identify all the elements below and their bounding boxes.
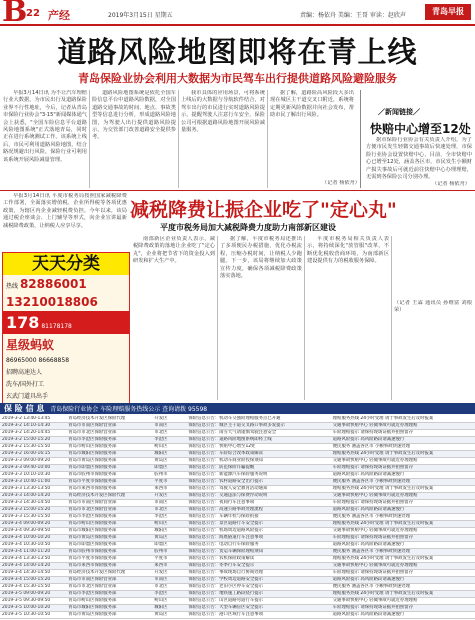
table-row xyxy=(0,542,475,549)
table-cell: 青岛市市南区保险营业部 xyxy=(66,500,152,507)
table-cell: 青岛市胶州市保险服务部 xyxy=(66,549,152,556)
table-row xyxy=(0,591,475,598)
table-cell: 保险信息公告：地铁施工路段绕行提示 xyxy=(186,591,330,598)
table-cell: 市南区 xyxy=(152,500,186,507)
table-cell: 道路风险提示 高风险路段请减速慢行 xyxy=(331,612,475,619)
sidebar-divider xyxy=(360,90,361,188)
table-cell: 莱西市 xyxy=(152,486,186,493)
table-cell: 道路风险提示 高风险路段请减速慢行 xyxy=(331,472,475,479)
table-cell: 2019-3-4 10:30-10:50 xyxy=(0,542,66,549)
table-cell: 2019-3-4 09:30-09:50 xyxy=(0,528,66,535)
ad-brand: 天天分类 xyxy=(3,253,129,275)
ad-phone-4: 86965000 xyxy=(6,357,37,364)
table-cell: 青岛市城阳区保险服务部 xyxy=(66,605,152,612)
table-row xyxy=(0,577,475,584)
table-cell: 保险信息公告：学校周边道路安全提示 xyxy=(186,577,330,584)
table-cell: 青岛市市南区保险营业部 xyxy=(66,423,152,430)
table-cell: 青岛市崂山区保险服务部 xyxy=(66,444,152,451)
table-cell: 青岛市平度市保险服务部 xyxy=(66,479,152,486)
table-cell: 青岛市市北区保险营业部 xyxy=(66,584,152,591)
table-cell: 开发区 xyxy=(152,570,186,577)
table-row xyxy=(0,444,475,451)
table-row xyxy=(0,458,475,465)
table-cell: 保险信息公告：道路风险地图系统即将上线 xyxy=(186,437,330,444)
table-cell: 青岛市黄岛区保险服务部 xyxy=(66,612,152,619)
table-cell: 2019-3-4 15:30-15:50 xyxy=(0,584,66,591)
table-cell: 崂山区 xyxy=(152,444,186,451)
ad-phone-1: 82886001 xyxy=(19,277,87,291)
table-cell: 青岛市即墨区保险服务部 xyxy=(66,542,152,549)
table-cell: 市北区 xyxy=(152,430,186,437)
second-headline: 减税降费让振企业吃了"定心丸" xyxy=(130,199,397,221)
table-cell: 道路风险提示 高风险路段请减速慢行 xyxy=(331,437,475,444)
table-cell: 崂山区 xyxy=(152,598,186,605)
table-row xyxy=(0,430,475,437)
table-cell: 李沧区 xyxy=(152,514,186,521)
table-cell: 2019-3-5 10:30-10:50 xyxy=(0,612,66,619)
table-cell: 市北区 xyxy=(152,584,186,591)
table-row xyxy=(0,500,475,507)
table-cell: 黄岛区 xyxy=(152,458,186,465)
table-cell: 便民服务 涵盖各区市 小额事故快速处理 xyxy=(331,514,475,521)
table-cell: 青岛经济技术开发区保险代理 xyxy=(66,493,152,500)
table-cell: 保险信息公告：夜间行车注意事项 xyxy=(186,500,330,507)
table-cell: 胶州市 xyxy=(152,472,186,479)
table-cell: 2019-3-3 10:40-11:00 xyxy=(0,479,66,486)
table-cell: 道路风险提示 高风险路段请减速慢行 xyxy=(331,507,475,514)
table-cell: 2019-3-4 10:00-10:20 xyxy=(0,535,66,542)
table-cell: 保险信息公告：景区道路行车安全提示 xyxy=(186,521,330,528)
table-cell: 道路风险提示 高风险路段请减速慢行 xyxy=(331,577,475,584)
table-cell: 2019-3-4 11:00-11:20 xyxy=(0,549,66,556)
column-divider xyxy=(391,236,392,400)
table-cell: 2019-3-4 13:30-13:50 xyxy=(0,556,66,563)
table-cell: 李沧区 xyxy=(152,437,186,444)
table-row xyxy=(0,612,475,619)
ad-item-2: 星级蚂蚁 xyxy=(6,338,55,352)
table-cell: 平度市 xyxy=(152,479,186,486)
table-cell: 理赔服务热线 24小时受理 请于事故发生后及时报案 xyxy=(331,416,475,423)
table-cell: 车险理赔提示 请保持现场证据并拍照留存 xyxy=(331,605,475,612)
table-cell: 青岛市黄岛区保险服务部 xyxy=(66,535,152,542)
table-cell: 青岛市胶州市保险服务部 xyxy=(66,472,152,479)
table-cell: 市南区 xyxy=(152,423,186,430)
table-row xyxy=(0,570,475,577)
table-cell: 2019-3-2 15:00-15:20 xyxy=(0,437,66,444)
table-row xyxy=(0,598,475,605)
insurance-info-table xyxy=(0,416,475,619)
table-cell: 青岛市莱西市保险服务部 xyxy=(66,563,152,570)
table-row xyxy=(0,479,475,486)
table-cell: 胶州市 xyxy=(152,549,186,556)
table-cell: 城阳区 xyxy=(152,528,186,535)
table-cell: 青岛市崂山区保险服务部 xyxy=(66,598,152,605)
table-row xyxy=(0,507,475,514)
table-cell: 保险信息公告：雨雪天气请谨慎驾驶注意安全 xyxy=(186,430,330,437)
table-title-bar xyxy=(0,403,475,414)
table-cell: 保险信息公告：机动车交强险理赔服务点已开通 xyxy=(186,416,330,423)
ad-item-5: 玄武门道具出手 xyxy=(6,393,49,400)
table-cell: 青岛市城阳区保险服务部 xyxy=(66,451,152,458)
table-subtitle: 青岛保险行业协会 车险理赔服务热线公示 查询请拨 95598 xyxy=(50,406,208,413)
table-cell: 2019-3-3 15:00-15:20 xyxy=(0,507,66,514)
column-divider xyxy=(304,236,305,400)
sidebar-label: ／新闻链接／ xyxy=(378,108,420,116)
table-cell: 保险信息公告：高速公路事故处理流程 xyxy=(186,507,330,514)
column-divider xyxy=(89,90,90,188)
table-cell: 保险信息公告：老旧小区停车安全提示 xyxy=(186,584,330,591)
table-cell: 2019-3-3 09:00-09:20 xyxy=(0,458,66,465)
table-cell: 保险信息公告：新能源汽车保险服务说明 xyxy=(186,472,330,479)
ad-item-3: 招聘高速达人 xyxy=(6,369,43,376)
table-row xyxy=(0,465,475,472)
ad-item-1: 178 xyxy=(6,313,40,332)
table-cell: 便民服务 涵盖各区市 小额事故快速处理 xyxy=(331,584,475,591)
table-cell: 便民服务 涵盖各区市 小额事故快速处理 xyxy=(331,549,475,556)
sidebar-title: 快赔中心增至12处 xyxy=(370,122,471,136)
table-row xyxy=(0,437,475,444)
table-cell: 青岛市市北区保险营业部 xyxy=(66,430,152,437)
table-cell: 2019-3-4 09:00-09:20 xyxy=(0,521,66,528)
table-cell: 交通事故快赔中心 轻微事故可就近办理理赔 xyxy=(331,563,475,570)
article2-column-1: 早报3月14日讯 平度市税务局按照国家减税降费工作部署，全面落实增值税、企业所得税等各项优惠政策，为辖区内企业减轻税费负担。今年以来，该局通过税企座谈会、上门辅导等形式，向企业宣讲最新减税降费政策，让纳税人应享尽享。 xyxy=(3,193,127,229)
article1-byline: （记者 杨依舟） xyxy=(322,180,360,186)
table-cell: 青岛市市北区保险营业部 xyxy=(66,507,152,514)
table-cell: 保险信息公告：电动自行车保险服务 xyxy=(186,542,330,549)
table-cell: 2019-3-3 09:40-10:00 xyxy=(0,465,66,472)
second-subhead: 平度市税务局加大减税降费力度助力南部新区建设 xyxy=(160,223,336,232)
table-cell: 保险信息公告：山区道路弯道行车提示 xyxy=(186,598,330,605)
table-cell: 保险信息公告：事故现场自行协商处理 xyxy=(186,570,330,577)
table-cell: 车险理赔提示 请保持现场证据并拍照留存 xyxy=(331,430,475,437)
table-cell: 保险信息公告：交通违法与保费浮动说明 xyxy=(186,493,330,500)
table-row xyxy=(0,563,475,570)
table-cell: 2019-3-3 15:30-15:50 xyxy=(0,514,66,521)
table-cell: 青岛市崂山区保险服务部 xyxy=(66,521,152,528)
table-cell: 保险信息公告：机场周边道路风险提示 xyxy=(186,528,330,535)
table-cell: 2019-3-3 14:00-14:20 xyxy=(0,493,66,500)
ad-phone-3: 81178178 xyxy=(41,323,72,330)
table-cell: 保险信息公告：货运车辆保险理赔须知 xyxy=(186,549,330,556)
section-letter: B xyxy=(2,0,28,29)
table-cell: 崂山区 xyxy=(152,521,186,528)
table-row xyxy=(0,605,475,612)
article2-column-2: 南部新区企业负责人表示，减税降费政策的落地让企业吃了"定心丸"，企业将把节省下的资金投入到研发和扩大生产中。 xyxy=(133,236,215,265)
article2-column-3: 据了解，平度市税务局还推出了多项便民办税措施，优化办税流程，压缩办税时间，让纳税人少跑腿。下一步，该局将继续加大政策宣传力度，确保各项减税降费政策落实落地。 xyxy=(220,236,302,280)
table-cell: 理赔服务热线 24小时受理 请于事故发生后及时报案 xyxy=(331,521,475,528)
ad-item-4: 洗车/国外打工 xyxy=(6,381,45,388)
section-divider xyxy=(0,190,475,191)
article2-byline: （记者 王霖 通讯员 孙维富 刘根荣） xyxy=(394,300,472,314)
column-divider xyxy=(217,236,218,400)
table-cell: 保险信息公告：防范保险诈骗提醒 xyxy=(186,465,330,472)
table-cell: 李沧区 xyxy=(152,591,186,598)
table-cell: 青岛市市南区保险营业部 xyxy=(66,577,152,584)
table-cell: 青岛市平度市保险服务部 xyxy=(66,556,152,563)
table-cell: 车险理赔提示 请保持现场证据并拍照留存 xyxy=(331,535,475,542)
table-cell: 2019-3-2 13:40-13:45 xyxy=(0,416,66,423)
newspaper-logo: 青岛早报 xyxy=(425,4,471,20)
table-cell: 平度市 xyxy=(152,556,186,563)
table-row xyxy=(0,535,475,542)
article2-column-4: 平度市税务局相关负责人表示，将持续深化"放管服"改革，不断优化税收营商环境，为南部新区建设提供有力的税收服务保障。 xyxy=(307,236,389,265)
table-cell: 保险信息公告：快赔中心增至12处 xyxy=(186,444,330,451)
table-cell: 青岛市李沧区保险服务部 xyxy=(66,514,152,521)
table-cell: 青岛市李沧区保险服务部 xyxy=(66,591,152,598)
table-row xyxy=(0,493,475,500)
table-cell: 市北区 xyxy=(152,507,186,514)
table-row xyxy=(0,451,475,458)
table-cell: 保险信息公告：农村道路安全出行提示 xyxy=(186,479,330,486)
table-row xyxy=(0,556,475,563)
main-subhead: 青岛保险业协会利用大数据为市民驾车出行提供道路风险避险服务 xyxy=(78,72,397,85)
table-cell: 交通事故快赔中心 轻微事故可就近办理理赔 xyxy=(331,493,475,500)
table-cell: 黄岛区 xyxy=(152,612,186,619)
table-cell: 道路风险提示 高风险路段请减速慢行 xyxy=(331,542,475,549)
table-cell: 保险信息公告：车险综合改革政策解读 xyxy=(186,451,330,458)
ad-hotline-label: 热线 xyxy=(6,283,19,290)
table-row xyxy=(0,416,475,423)
table-cell: 理赔服务热线 24小时受理 请于事故发生后及时报案 xyxy=(331,591,475,598)
table-cell: 2019-3-2 14:20-14:45 xyxy=(0,430,66,437)
table-cell: 交通事故快赔中心 轻微事故可就近办理理赔 xyxy=(331,458,475,465)
ad-phone-5: 86668858 xyxy=(38,357,70,364)
table-cell: 2019-3-5 09:00-09:20 xyxy=(0,591,66,598)
table-cell: 理赔服务热线 24小时受理 请于事故发生后及时报案 xyxy=(331,556,475,563)
table-cell: 开发区 xyxy=(152,493,186,500)
table-cell: 保险信息公告：城区主干道交叉路口事故多发提示 xyxy=(186,423,330,430)
table-cell: 2019-3-4 14:00-14:20 xyxy=(0,563,66,570)
table-cell: 2019-3-5 09:30-09:50 xyxy=(0,598,66,605)
table-cell: 保险信息公告：驾驶人安全教育活动通知 xyxy=(186,486,330,493)
sidebar-text: 据市保险行业协会有关负责人介绍，为了方便市民发生轻微交通事故后快速处理，市保险行业协会设置快赔中心，目前，全市快赔中心已增至12处，涵盖各区市，市民发生小额财产损失事故后可就近前往快赔中心办理理赔，无需到各保险公司分别办理。 xyxy=(366,137,472,181)
table-cell: 2019-3-2 16:00-16:15 xyxy=(0,451,66,458)
classified-ad xyxy=(2,252,130,404)
article1-column-2: 道路风险地图系统是依托全国车险信息平台中道路风险数据，对全国道路交通事故的时间、地点、事故类型等信息进行分析，形成道路风险地图，为驾驶人出行提供道路风险提示，为交管部门改善道路安全提供参考。 xyxy=(92,90,176,141)
table-title: 保 险 信 息 xyxy=(4,404,45,413)
table-cell: 2019-3-4 14:30-14:50 xyxy=(0,570,66,577)
table-cell: 市南区 xyxy=(152,577,186,584)
table-row xyxy=(0,521,475,528)
table-cell: 莱西市 xyxy=(152,563,186,570)
table-cell: 开发区 xyxy=(152,416,186,423)
table-cell: 青岛经济技术开发区保险代理 xyxy=(66,570,152,577)
table-cell: 交通事故快赔中心 轻微事故可就近办理理赔 xyxy=(331,423,475,430)
editors-line: 责编：杨依舟 美编：王哥 审读：赵欣声 xyxy=(300,12,406,19)
table-cell: 保险信息公告：农机保险政策解读 xyxy=(186,556,330,563)
table-cell: 城阳区 xyxy=(152,605,186,612)
table-cell: 2019-3-3 10:10-10:30 xyxy=(0,472,66,479)
table-row xyxy=(0,472,475,479)
main-headline: 道路风险地图即将在青上线 xyxy=(57,35,418,69)
table-row xyxy=(0,514,475,521)
table-cell: 2019-3-2 14:10-14:30 xyxy=(0,423,66,430)
table-cell: 即墨区 xyxy=(152,465,186,472)
article1-column-4: 据了解，道路险高风险段大多出现在城区主干道交叉口附近，系统将定期更新风险数据并向社会发布，帮助市民了解出行风险。 xyxy=(270,90,354,119)
page-header xyxy=(0,0,475,29)
table-cell: 2019-3-5 10:00-10:20 xyxy=(0,605,66,612)
table-cell: 车险理赔提示 请保持现场证据并拍照留存 xyxy=(331,465,475,472)
table-cell: 保险信息公告：车辆年检与保险衔接 xyxy=(186,514,330,521)
section-name: 产经 xyxy=(48,9,70,22)
table-row xyxy=(0,528,475,535)
table-cell: 便民服务 涵盖各区市 小额事故快速处理 xyxy=(331,444,475,451)
table-cell: 2019-3-2 15:30-15:50 xyxy=(0,444,66,451)
table-cell: 保险信息公告：冬季行车安全提示 xyxy=(186,563,330,570)
table-row xyxy=(0,584,475,591)
sidebar-byline: （记者 杨依舟） xyxy=(432,181,470,187)
article1-column-3: 我市具体的应用场景，可将系统上线后的大数据与导航软件结合，对驾车出行的市民进行实时道路风险提示，提醒驾驶人注意行车安全，保险公司可根据道路风险地图开展风险减量服务。 xyxy=(181,90,265,134)
column-divider xyxy=(178,90,179,188)
table-cell: 保险信息公告：港口区域行车注意事项 xyxy=(186,612,330,619)
table-row xyxy=(0,486,475,493)
page-number: 22 xyxy=(26,8,40,19)
table-cell: 车险理赔提示 请保持现场证据并拍照留存 xyxy=(331,500,475,507)
column-divider xyxy=(267,90,268,188)
table-cell: 2019-3-3 13:30-13:50 xyxy=(0,486,66,493)
table-cell: 青岛市黄岛区保险服务部 xyxy=(66,458,152,465)
table-cell: 青岛市莱西市保险服务部 xyxy=(66,486,152,493)
table-cell: 青岛市城阳区保险服务部 xyxy=(66,528,152,535)
table-row xyxy=(0,549,475,556)
article1-column-1: 早报3月14日讯 为不让汽车理赔行业大数据，为市民出行及道路保险业界不行性地址，今后，记者从青岛市保险行业协会"3·15"新闻媒体通气会上获悉，"全国车险信息平台道路风险地图系统"正式落地青岛，同时正在进行系统测试工作。该系统上线后，市民可利用道路风险地图，结合路况规避出行风险，保险行业可利用该系统开展风险减量管理。 xyxy=(3,90,87,163)
table-cell: 交通事故快赔中心 轻微事故可就近办理理赔 xyxy=(331,598,475,605)
table-cell: 即墨区 xyxy=(152,542,186,549)
table-cell: 理赔服务热线 24小时受理 请于事故发生后及时报案 xyxy=(331,486,475,493)
table-cell: 交通事故快赔中心 轻微事故可就近办理理赔 xyxy=(331,528,475,535)
table-cell: 青岛市李沧区保险服务部 xyxy=(66,437,152,444)
table-cell: 便民服务 涵盖各区市 小额事故快速处理 xyxy=(331,479,475,486)
table-cell: 青岛市即墨区保险服务部 xyxy=(66,465,152,472)
table-cell: 理赔服务热线 24小时受理 请于事故发生后及时报案 xyxy=(331,451,475,458)
table-cell: 2019-3-3 14:30-14:50 xyxy=(0,500,66,507)
ad-phone-2: 13210018806 xyxy=(6,295,98,309)
table-row xyxy=(0,423,475,430)
table-cell: 车险理赔提示 请保持现场证据并拍照留存 xyxy=(331,570,475,577)
table-cell: 保险信息公告：大型车辆盲区安全提示 xyxy=(186,605,330,612)
table-cell: 黄岛区 xyxy=(152,535,186,542)
table-cell: 2019-3-4 15:00-15:20 xyxy=(0,577,66,584)
table-cell: 城阳区 xyxy=(152,451,186,458)
table-cell: 保险信息公告：机动车商业险投保须知 xyxy=(186,458,330,465)
table-cell: 保险信息公告：海底隧道行车注意事项 xyxy=(186,535,330,542)
table-cell: 青岛经济技术开发区保险代理 xyxy=(66,416,152,423)
date-line: 2019年3月15日 星期五 xyxy=(108,12,173,19)
